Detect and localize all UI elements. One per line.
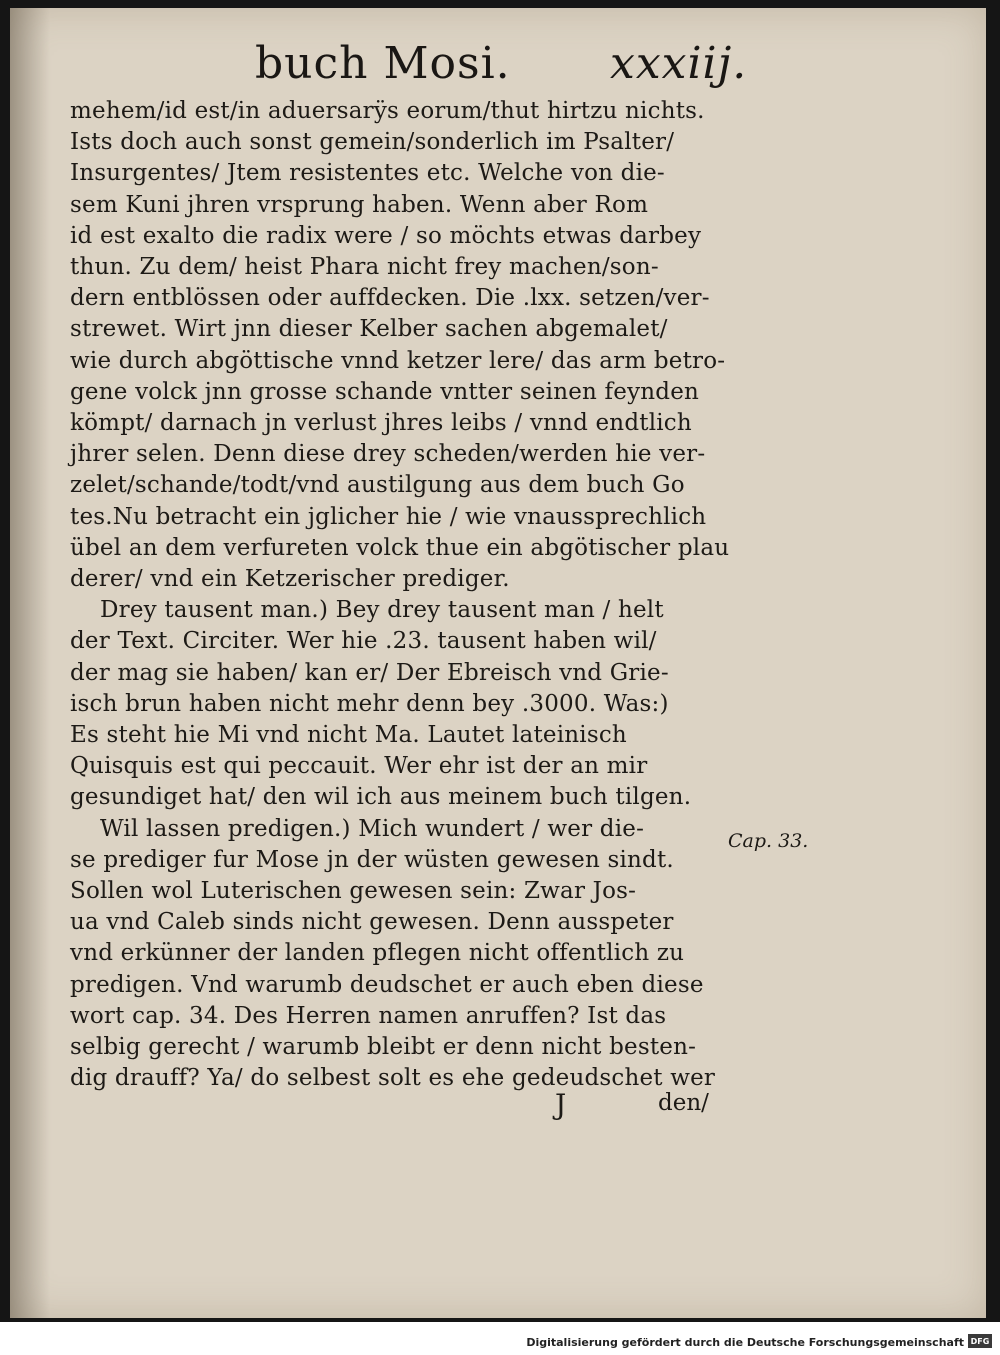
text-line: gene volck jnn grosse schande vntter seinen feynden [70, 378, 700, 405]
text-line: Insurgentes/ Jtem resistentes etc. Welche von die- [70, 160, 665, 187]
text-line: dern entblössen oder auffdecken. Die .lxx. setzen/ver- [70, 285, 710, 312]
text-line: gesundiget hat/ den wil ich aus meinem buch tilgen. [70, 784, 692, 811]
text-line: Quisquis est qui peccauit. Wer ehr ist der an mir [70, 753, 648, 780]
footer-bar [0, 1322, 1000, 1355]
text-line: Es steht hie Mi vnd nicht Ma. Lautet lateinisch [70, 722, 627, 749]
text-line: derer/ vnd ein Ketzerischer prediger. [70, 566, 510, 593]
text-line: kömpt/ darnach jn verlust jhres leibs / vnnd endtlich [70, 410, 692, 437]
text-line: Sollen wol Luterischen gewesen sein: Zwar Jos- [70, 878, 637, 905]
text-line: sem Kuni jhren vrsprung haben. Wenn aber Rom [70, 191, 649, 218]
margin-note: Cap. 33. [728, 830, 809, 852]
text-line: Ists doch auch sonst gemein/sonderlich im Psalter/ [70, 129, 675, 156]
catchword: den/ [658, 1090, 709, 1116]
text-line: wie durch abgöttische vnnd ketzer lere/ das arm betro- [70, 347, 726, 374]
catchword-row [10, 1088, 986, 1124]
text-line: zelet/schande/todt/vnd austilgung aus dem buch Go [70, 472, 685, 499]
folio-number: xxxiij. [610, 38, 748, 89]
text-line: strewet. Wirt jnn dieser Kelber sachen abgemalet/ [70, 316, 668, 343]
text-line: Drey tausent man.) Bey drey tausent man / helt [100, 597, 664, 624]
dfg-logo: DFG [968, 1334, 992, 1348]
text-line: Wil lassen predigen.) Mich wundert / wer die- [100, 815, 645, 842]
book-page [10, 8, 986, 1318]
body-text [70, 96, 730, 1095]
text-line: jhrer selen. Denn diese drey scheden/werden hie ver- [70, 441, 706, 468]
text-line: dig drauff? Ya/ do selbest solt es ehe gedeudschet wer [70, 1065, 716, 1092]
text-line: thun. Zu dem/ heist Phara nicht frey machen/son- [70, 254, 659, 281]
text-line: ua vnd Caleb sinds nicht gewesen. Denn ausspeter [70, 909, 674, 936]
running-head: buch Mosi. [255, 38, 511, 89]
text-line: predigen. Vnd warumb deudschet er auch eben diese [70, 971, 704, 998]
text-line: selbig gerecht / warumb bleibt er denn nicht besten- [70, 1034, 697, 1061]
footer-credit: Digitalisierung gefördert durch die Deutsche Forschungsgemeinschaft [526, 1336, 964, 1349]
signature-mark: J [555, 1088, 567, 1121]
page-header [10, 38, 986, 98]
text-line: wort cap. 34. Des Herren namen anruffen? Ist das [70, 1002, 667, 1029]
text-line: der Text. Circiter. Wer hie .23. tausent haben wil/ [70, 628, 657, 655]
text-line: der mag sie haben/ kan er/ Der Ebreisch vnd Grie- [70, 659, 669, 686]
text-line: übel an dem verfureten volck thue ein abgötischer plau [70, 534, 730, 561]
text-line: isch brun haben nicht mehr denn bey .3000. Was:) [70, 690, 669, 717]
text-line: tes.Nu betracht ein jglicher hie / wie vnaussprechlich [70, 503, 707, 530]
text-line: vnd erkünner der landen pflegen nicht offentlich zu [70, 940, 685, 967]
text-line: mehem/id est/in aduersarÿs eorum/thut hirtzu nichts. [70, 98, 705, 124]
text-line: id est exalto die radix were / so möchts etwas darbey [70, 222, 702, 249]
text-line: se prediger fur Mose jn der wüsten gewesen sindt. [70, 846, 674, 873]
